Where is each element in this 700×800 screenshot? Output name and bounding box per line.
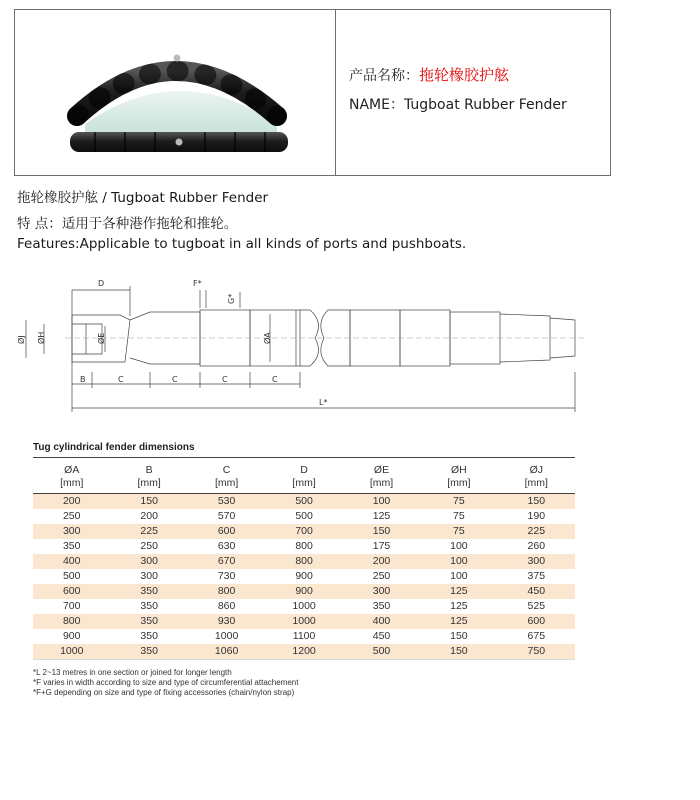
- col-unit: [mm]: [188, 477, 265, 494]
- drawing-label-d: D: [98, 279, 105, 288]
- table-cell: 150: [498, 494, 575, 510]
- table-cell: 500: [265, 509, 342, 524]
- table-cell: 200: [110, 509, 187, 524]
- table-cell: 900: [33, 629, 110, 644]
- table-cell: 125: [420, 614, 497, 629]
- table-cell: 860: [188, 599, 265, 614]
- table-cell: 260: [498, 539, 575, 554]
- table-cell: 150: [343, 524, 420, 539]
- table-cell: 350: [110, 629, 187, 644]
- drawing-label-c1: C: [118, 375, 124, 384]
- table-row: [33, 599, 575, 614]
- col-name: ØA: [64, 464, 80, 476]
- drawing-label-a: ØA: [263, 332, 272, 344]
- footnote-f: *F varies in width according to size and type of circumferential attachement: [33, 678, 299, 687]
- footnote-l: *L 2~13 metres in one section or joined for longer length: [33, 668, 232, 677]
- table-cell: 900: [265, 584, 342, 599]
- fender-technical-drawing: [10, 272, 600, 427]
- fender-product-image: [55, 28, 305, 168]
- table-cell: 200: [33, 494, 110, 510]
- drawing-label-c3: C: [222, 375, 228, 384]
- table-cell: 350: [33, 539, 110, 554]
- table-cell: 500: [33, 569, 110, 584]
- col-name: ØH: [451, 464, 467, 476]
- table-cell: 700: [33, 599, 110, 614]
- table-cell: 100: [420, 539, 497, 554]
- table-cell: 500: [343, 644, 420, 660]
- drawing-label-c4: C: [272, 375, 278, 384]
- table-cell: 670: [188, 554, 265, 569]
- table-row: [33, 569, 575, 584]
- drawing-label-f: F*: [193, 279, 202, 288]
- col-unit: [mm]: [420, 477, 497, 494]
- description-features-cn: 特 点：适用于各种港作拖轮和推轮。: [17, 216, 238, 232]
- table-row: [33, 614, 575, 629]
- col-name: D: [300, 464, 308, 476]
- table-cell: 350: [110, 599, 187, 614]
- table-cell: 300: [33, 524, 110, 539]
- table-cell: 75: [420, 524, 497, 539]
- table-cell: 190: [498, 509, 575, 524]
- drawing-label-c2: C: [172, 375, 178, 384]
- table-cell: 675: [498, 629, 575, 644]
- table-cell: 100: [420, 569, 497, 584]
- table-cell: 300: [110, 554, 187, 569]
- table-cell: 500: [265, 494, 342, 510]
- table-cell: 300: [498, 554, 575, 569]
- col-name: C: [222, 464, 231, 476]
- col-unit: [mm]: [498, 477, 575, 494]
- table-cell: 150: [110, 494, 187, 510]
- table-cell: 125: [420, 599, 497, 614]
- table-cell: 930: [188, 614, 265, 629]
- footnote-fg: *F+G depending on size and type of fixing accessories (chain/nylon strap): [33, 688, 295, 697]
- table-row: [33, 539, 575, 554]
- table-row: [33, 584, 575, 599]
- table-cell: 250: [110, 539, 187, 554]
- table-cell: 570: [188, 509, 265, 524]
- table-cell: 1000: [265, 614, 342, 629]
- table-row: [33, 524, 575, 539]
- table-cell: 100: [420, 554, 497, 569]
- table-cell: 150: [420, 629, 497, 644]
- drawing-label-h: ØH: [37, 331, 46, 344]
- drawing-label-j: ØJ: [17, 335, 26, 344]
- table-cell: 750: [498, 644, 575, 660]
- table-cell: 200: [343, 554, 420, 569]
- table-cell: 375: [498, 569, 575, 584]
- table-cell: 600: [33, 584, 110, 599]
- table-row: [33, 509, 575, 524]
- table-cell: 225: [110, 524, 187, 539]
- table-cell: 125: [343, 509, 420, 524]
- header-divider: [335, 10, 336, 175]
- table-row: [33, 494, 575, 510]
- table-cell: 350: [110, 614, 187, 629]
- product-name-cn-value: 拖轮橡胶护舷: [419, 66, 510, 84]
- description-title: 拖轮橡胶护舷 / Tugboat Rubber Fender: [17, 190, 269, 206]
- drawing-label-b: B: [80, 375, 86, 384]
- table-cell: 800: [188, 584, 265, 599]
- table-cell: 125: [420, 584, 497, 599]
- col-unit: [mm]: [343, 477, 420, 494]
- table-cell: 75: [420, 509, 497, 524]
- table-cell: 800: [265, 539, 342, 554]
- table-cell: 700: [265, 524, 342, 539]
- table-cell: 225: [498, 524, 575, 539]
- col-unit: [mm]: [110, 477, 187, 494]
- col-unit: [mm]: [265, 477, 342, 494]
- table-cell: 525: [498, 599, 575, 614]
- table-cell: 600: [498, 614, 575, 629]
- drawing-label-e: ØE: [97, 332, 106, 344]
- table-cell: 630: [188, 539, 265, 554]
- table-cell: 150: [420, 644, 497, 660]
- table-cell: 1200: [265, 644, 342, 660]
- table-cell: 800: [33, 614, 110, 629]
- product-name-cn-label: 产品名称：: [349, 68, 419, 84]
- product-name-en: NAME：Tugboat Rubber Fender: [349, 97, 567, 113]
- table-cell: 1000: [265, 599, 342, 614]
- table-title: Tug cylindrical fender dimensions: [33, 442, 195, 453]
- col-name: ØJ: [529, 464, 543, 476]
- table-cell: 900: [265, 569, 342, 584]
- table-cell: 175: [343, 539, 420, 554]
- table-cell: 75: [420, 494, 497, 510]
- table-cell: 1100: [265, 629, 342, 644]
- table-cell: 350: [343, 599, 420, 614]
- table-footnotes: [33, 668, 298, 698]
- col-unit: [mm]: [33, 477, 110, 494]
- table-cell: 1060: [188, 644, 265, 660]
- table-cell: 1000: [188, 629, 265, 644]
- table-cell: 350: [110, 584, 187, 599]
- table-cell: 730: [188, 569, 265, 584]
- table-header-units: [33, 477, 575, 494]
- table-cell: 450: [498, 584, 575, 599]
- table-cell: 1000: [33, 644, 110, 660]
- table-cell: 250: [343, 569, 420, 584]
- table-cell: 530: [188, 494, 265, 510]
- col-name: B: [145, 464, 153, 476]
- description-features-en: Features:Applicable to tugboat in all kinds of ports and pushboats.: [17, 236, 467, 252]
- table-header-names: [33, 458, 575, 478]
- table-row: [33, 554, 575, 569]
- product-name-cn: [349, 64, 509, 85]
- dimensions-table: [33, 457, 575, 660]
- table-cell: 300: [343, 584, 420, 599]
- table-cell: 250: [33, 509, 110, 524]
- drawing-label-l: L*: [319, 398, 328, 407]
- col-name: ØE: [373, 464, 390, 476]
- table-cell: 400: [33, 554, 110, 569]
- table-cell: 100: [343, 494, 420, 510]
- table-row: [33, 644, 575, 660]
- table-cell: 450: [343, 629, 420, 644]
- table-cell: 800: [265, 554, 342, 569]
- table-cell: 600: [188, 524, 265, 539]
- product-header-box: [14, 9, 611, 176]
- table-cell: 300: [110, 569, 187, 584]
- table-cell: 350: [110, 644, 187, 660]
- drawing-label-g: G*: [227, 293, 236, 304]
- table-row: [33, 629, 575, 644]
- table-cell: 400: [343, 614, 420, 629]
